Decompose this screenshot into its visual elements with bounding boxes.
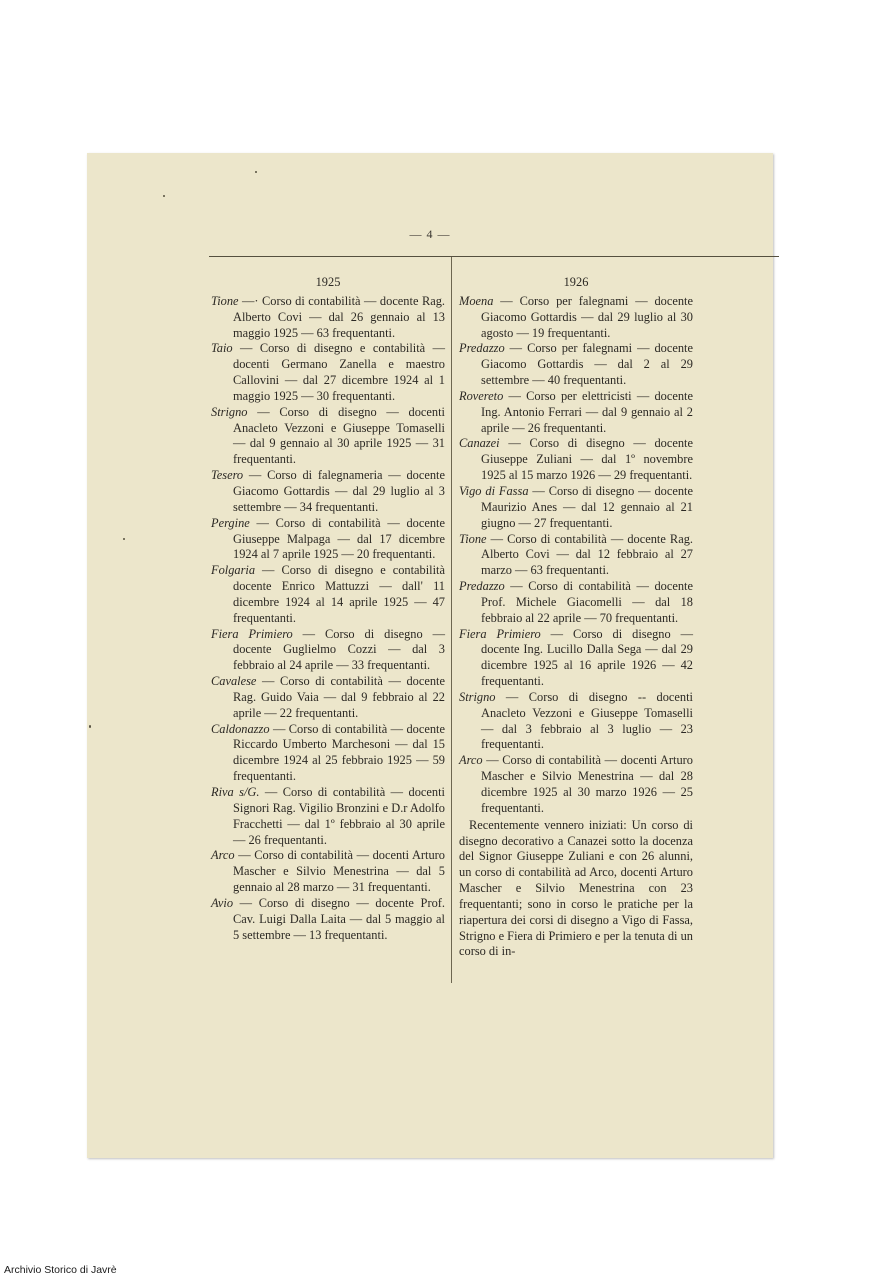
year-heading: 1925 [315,275,341,289]
course-entry [211,674,445,722]
course-entry [211,294,445,342]
entry-place: Avio [211,895,234,910]
course-entry [459,627,693,690]
entry-text: — Corso di disegno — docente Guglielmo Cozzi — dal 3 febbraio al 24 aprile — 33 frequentanti. [233,626,445,673]
course-entry [211,785,445,848]
archive-credit: Archivio Storico di Javrè [4,1264,117,1276]
entry-place: Folgaria [211,563,256,578]
entry-place: Strigno [459,689,496,704]
course-entry [211,563,445,626]
page-number: — 4 — [409,227,451,241]
entry-text: — Corso di disegno — docenti Anacleto Vezzoni e Giuseppe Tomaselli — dal 9 gennaio al 30 aprile 1925 — 31 frequentanti. [233,404,445,467]
entry-text: — Corso di falegnameria — docente Giacomo Gottardis — dal 29 luglio al 3 settembre — 34 frequentanti. [233,468,445,514]
entry-place: Arco [459,753,483,768]
paper-speck [89,725,91,728]
year-heading: 1926 [563,275,589,289]
entry-place: Tesero [211,468,244,483]
course-entry [211,896,445,944]
course-entry [459,389,693,437]
entry-place: Rovereto [459,388,504,403]
header-rule [209,256,779,257]
entry-place: Predazzo [459,341,505,356]
course-entry [459,579,693,627]
entry-place: Predazzo [459,579,505,594]
course-entry [459,753,693,816]
entry-text: — Corso di disegno — docente Giuseppe Zuliani — dal 1º novembre 1925 al 15 marzo 1926 — 29 frequentanti. [481,436,693,483]
entry-place: Fiera Primiero [211,626,293,641]
entry-text: — Corso per falegnami — docente Giacomo Gottardis — dal 29 luglio al 30 agosto — 19 frequentanti. [481,293,693,340]
course-entry [211,627,445,675]
entry-text: — Corso per elettricisti — docente Ing. Antonio Ferrari — dal 9 gennaio al 2 aprile — 26 frequentanti. [481,388,693,435]
course-entry [211,341,445,404]
entry-place: Cavalese [211,674,257,689]
entry-place: Moena [459,293,494,308]
entry-text: — Corso di disegno — docente Maurizio Anes — dal 12 gennaio al 21 giugno — 27 frequentanti. [481,483,693,530]
entry-text: — Corso di disegno — docente Ing. Lucillo Dalla Sega — dal 29 dicembre 1925 al 16 aprile 1926 — 42 frequentanti. [481,626,693,689]
entry-place: Tione [459,531,487,546]
column-divider [451,257,452,983]
entry-place: Taio [211,341,233,356]
entry-text: — Corso di disegno e contabilità docente Enrico Mattuzzi — dall' 11 dicembre 1924 al 14 aprile 1925 — 47 frequentanti. [233,563,445,625]
course-entry [211,516,445,564]
course-entry [211,468,445,516]
entry-place: Strigno [211,404,248,419]
entry-text: — Corso di contabilità — docente Rag. Guido Vaia — dal 9 febbraio al 22 aprile — 22 frequentanti. [233,674,445,720]
entry-place: Riva s/G. [211,785,260,799]
course-entry [211,848,445,896]
entry-text: — Corso di contabilità — docente Prof. Michele Giacomelli — dal 18 febbraio al 22 aprile — 70 frequentanti. [481,579,693,625]
entry-text: — Corso di contabilità — docenti Arturo Mascher e Silvio Menestrina — dal 5 gennaio al 28 marzo — 31 frequentanti. [233,848,445,895]
document-page [87,153,773,1158]
entry-text: — Corso di contabilità — docenti Arturo Mascher e Silvio Menestrina — dal 28 dicembre 1925 al 30 marzo 1926 — 25 frequentanti. [481,753,693,815]
closing-paragraph: Recentemente vennero iniziati: Un corso di disegno decorativo a Canazei sotto la docenza del Signor Giuseppe Zuliani e con 26 alunni, un corso di contabilità ad Arco, docenti Arturo Mascher e Silvio Menestrina con 23 frequentanti; sono in corso le pratiche per la riapertura dei corsi di disegno a Vigo di Fassa, Strigno e Fiera di Primiero e per la tenuta di un corso di in- [459,817,693,959]
course-entry [211,405,445,468]
entry-text: — Corso di contabilità — docente Giuseppe Malpaga — dal 17 dicembre 1924 al 7 aprile 1925 — 20 frequentanti. [233,515,445,562]
course-entry [211,722,445,785]
course-entry [459,341,693,389]
column-1925 [211,275,445,943]
course-entry [459,690,693,753]
course-entry [459,436,693,484]
entry-place: Tione [211,293,239,308]
entry-place: Canazei [459,436,500,451]
paper-speck [123,538,125,540]
course-entry [459,484,693,532]
entry-text: — Corso di contabilità — docente Riccardo Umberto Marchesoni — dal 15 dicembre 1924 al 25 febbraio 1925 — 59 frequentanti. [233,721,445,784]
entry-text: — Corso di contabilità — docenti Signori Rag. Vigilio Bronzini e D.r Adolfo Fracchetti — dal 1º febbraio al 30 aprile — 26 frequentanti. [233,785,445,847]
entry-place: Arco [211,848,235,863]
paper-speck [255,171,257,173]
course-entry [459,532,693,580]
entry-place: Caldonazzo [211,721,270,736]
column-1926 [459,275,693,960]
entry-place: Pergine [211,515,250,530]
entry-place: Fiera Primiero [459,626,541,641]
entry-text: — Corso per falegnami — docente Giacomo Gottardis — dal 2 al 29 settembre — 40 frequentanti. [481,341,693,388]
entry-text: — Corso di disegno — docente Prof. Cav. Luigi Dalla Laita — dal 5 maggio al 5 settembre — 13 frequentanti. [233,895,445,942]
paper-speck [163,195,165,197]
entry-text: — Corso di contabilità — docente Rag. Alberto Covi — dal 12 febbraio al 27 marzo — 63 frequentanti. [481,531,693,578]
entry-text: —· Corso di contabilità — docente Rag. Alberto Covi — dal 26 gennaio al 13 maggio 1925 — 63 frequentanti. [233,293,445,340]
entry-text: — Corso di disegno e contabilità — docenti Germano Zanella e maestro Callovini — dal 27 dicembre 1924 al 1 maggio 1925 — 30 frequentanti. [232,341,445,403]
entry-place: Vigo di Fassa [459,483,529,498]
entry-text: — Corso di disegno -- docenti Anacleto Vezzoni e Giuseppe Tomaselli — dal 3 febbraio al 3 luglio — 23 frequentanti. [481,689,693,752]
course-entry [459,294,693,342]
